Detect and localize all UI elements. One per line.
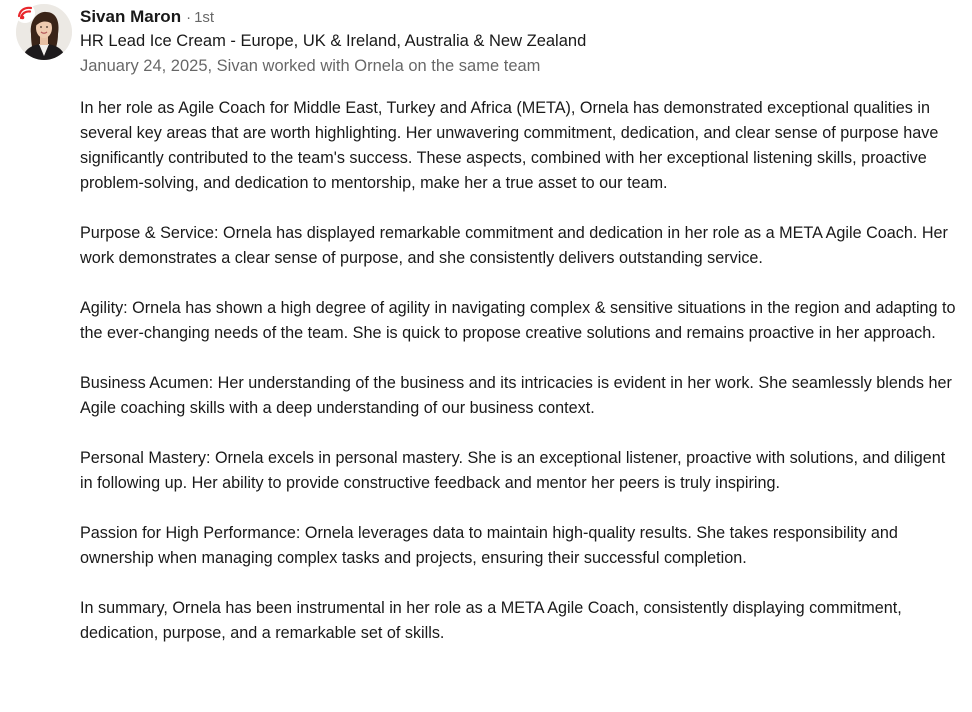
connection-degree: 1st bbox=[194, 9, 215, 26]
recommendation-paragraph: Agility: Ornela has shown a high degree of agility in navigating complex & sensitive situations in the region and adapting to the ever-changing needs of the team. She is quick to propose creative solutions and remains proactive in her approach. bbox=[80, 299, 956, 342]
degree-separator: · bbox=[186, 9, 192, 26]
recommender-headline: HR Lead Ice Cream - Europe, UK & Ireland, Australia & New Zealand bbox=[80, 32, 587, 50]
recommendation-paragraph: Passion for High Performance: Ornela leverages data to maintain high-quality results. She takes responsibility and ownership when managing complex tasks and projects, ensuring their successful completion. bbox=[80, 524, 898, 567]
recommendation-paragraph: Personal Mastery: Ornela excels in personal mastery. She is an exceptional listener, proactive with solutions, and diligent in following up. Her ability to provide constructive feedback and mentor her peers is truly inspiring. bbox=[80, 449, 946, 492]
recommendation-paragraph: In summary, Ornela has been instrumental in her role as a META Agile Coach, consistently displaying commitment, dedication, purpose, and a remarkable set of skills. bbox=[80, 599, 902, 642]
recommendation-paragraph: In her role as Agile Coach for Middle East, Turkey and Africa (META), Ornela has demonstrated exceptional qualities in several key areas that are worth highlighting. Her unwavering commitment, dedication, and clear sense of purpose have significantly contributed to the team's success. These aspects, combined with her exceptional listening skills, proactive problem-solving, and dedication to mentorship, make her a true asset to our team. bbox=[80, 99, 939, 192]
recommendation-text bbox=[80, 96, 960, 646]
recommender-header bbox=[80, 5, 960, 79]
recommendation-paragraph: Business Acumen: Her understanding of the business and its intricacies is evident in her work. She seamlessly blends her Agile coaching skills with a deep understanding of our business context. bbox=[80, 374, 952, 417]
recommender-name[interactable]: Sivan Maron bbox=[80, 7, 182, 26]
hiring-badge-icon bbox=[14, 2, 36, 24]
recommendation-paragraph: Purpose & Service: Ornela has displayed remarkable commitment and dedication in her role as a META Agile Coach. Her work demonstrates a clear sense of purpose, and she consistently delivers outstanding service. bbox=[80, 224, 948, 267]
recommendation-meta: January 24, 2025, Sivan worked with Ornela on the same team bbox=[80, 57, 541, 75]
name-line bbox=[80, 5, 960, 29]
avatar-container[interactable] bbox=[16, 4, 72, 60]
